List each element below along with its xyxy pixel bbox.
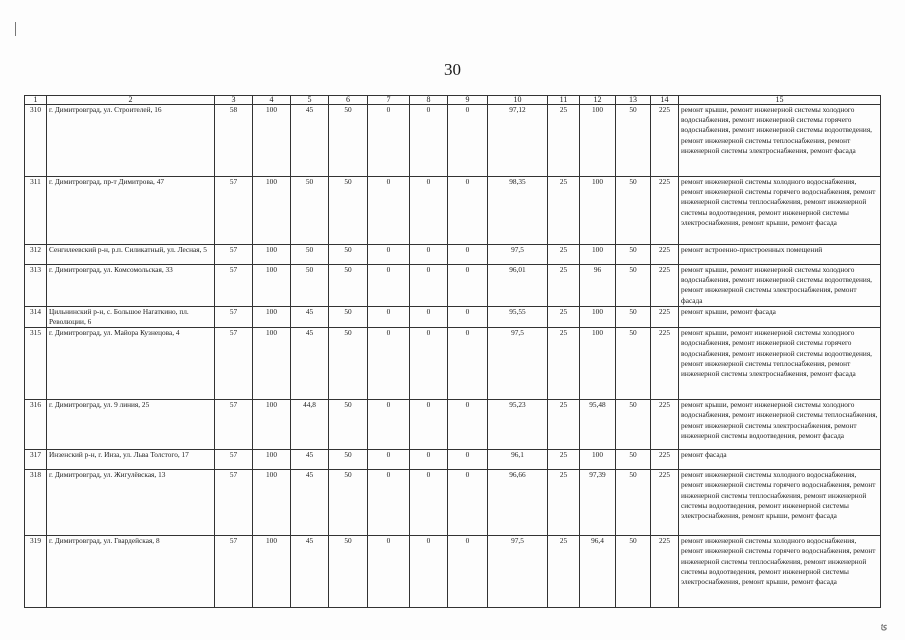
- cell-c10: 95,23: [488, 400, 548, 450]
- cell-c9: 0: [448, 450, 488, 470]
- column-header-7: 7: [368, 96, 410, 105]
- cell-c4: 100: [253, 536, 291, 608]
- cell-c5: 45: [291, 450, 329, 470]
- table-row: [25, 450, 881, 470]
- cell-address: Инзенский р-н, г. Инза, ул. Льва Толстого, 17: [47, 450, 215, 470]
- cell-n: 315: [25, 328, 47, 400]
- cell-address: г. Димитровград, ул. Гвардейская, 8: [47, 536, 215, 608]
- column-header-15: 15: [679, 96, 881, 105]
- cell-c10: 95,55: [488, 306, 548, 327]
- cell-c11: 25: [548, 105, 580, 177]
- cell-works: ремонт крыши, ремонт инженерной системы холодного водоснабжения, ремонт инженерной системы горячего водоснабжения, ремонт инженерной системы водоотведения, ремонт инженерной системы теплоснабжения, ремонт инженерной системы электроснабжения, ремонт фасада: [679, 328, 881, 400]
- column-header-10: 10: [488, 96, 548, 105]
- table-row: [25, 245, 881, 265]
- cell-c6: 50: [329, 265, 368, 307]
- cell-works: ремонт инженерной системы холодного водоснабжения, ремонт инженерной системы горячего водоснабжения, ремонт инженерной системы теплоснабжения, ремонт инженерной системы водоотведения, ремонт инженерной системы электроснабжения, ремонт крыши, ремонт фасада: [679, 536, 881, 608]
- cell-c12: 100: [580, 328, 616, 400]
- cell-c3: 58: [215, 105, 253, 177]
- cell-c12: 96,4: [580, 536, 616, 608]
- cell-c6: 50: [329, 328, 368, 400]
- cell-c7: 0: [368, 306, 410, 327]
- cell-c14: 225: [651, 450, 679, 470]
- cell-address: г. Димитровград, ул. Комсомольская, 33: [47, 265, 215, 307]
- column-header-14: 14: [651, 96, 679, 105]
- table-row: [25, 306, 881, 327]
- cell-c9: 0: [448, 536, 488, 608]
- cell-c3: 57: [215, 245, 253, 265]
- scan-corner-mark: ؿ: [881, 621, 887, 632]
- cell-c9: 0: [448, 306, 488, 327]
- cell-address: г. Димитровград, ул. Строителей, 16: [47, 105, 215, 177]
- cell-c8: 0: [410, 470, 448, 536]
- cell-c7: 0: [368, 265, 410, 307]
- cell-c5: 45: [291, 470, 329, 536]
- table-row: [25, 536, 881, 608]
- column-header-3: 3: [215, 96, 253, 105]
- cell-works: ремонт крыши, ремонт инженерной системы холодного водоснабжения, ремонт инженерной системы теплоснабжения, ремонт инженерной системы электроснабжения, ремонт инженерной системы водоотведения, ремонт фасада: [679, 400, 881, 450]
- cell-c3: 57: [215, 536, 253, 608]
- cell-c5: 45: [291, 306, 329, 327]
- cell-c4: 100: [253, 245, 291, 265]
- cell-c13: 50: [616, 265, 651, 307]
- cell-c12: 100: [580, 105, 616, 177]
- cell-c11: 25: [548, 265, 580, 307]
- cell-works: ремонт крыши, ремонт инженерной системы холодного водоснабжения, ремонт инженерной системы горячего водоснабжения, ремонт инженерной системы водоотведения, ремонт инженерной системы теплоснабжения, ремонт инженерной системы электроснабжения, ремонт фасада: [679, 105, 881, 177]
- cell-address: г. Димитровград, пр-т Димитрова, 47: [47, 177, 215, 245]
- column-header-13: 13: [616, 96, 651, 105]
- cell-n: 313: [25, 265, 47, 307]
- column-header-1: 1: [25, 96, 47, 105]
- table-row: [25, 265, 881, 307]
- cell-c8: 0: [410, 328, 448, 400]
- cell-c5: 45: [291, 328, 329, 400]
- cell-c13: 50: [616, 245, 651, 265]
- cell-n: 318: [25, 470, 47, 536]
- cell-c14: 225: [651, 177, 679, 245]
- cell-c14: 225: [651, 328, 679, 400]
- table-row: [25, 105, 881, 177]
- cell-c11: 25: [548, 450, 580, 470]
- cell-c3: 57: [215, 177, 253, 245]
- table-body: [25, 105, 881, 608]
- cell-c13: 50: [616, 105, 651, 177]
- cell-c12: 100: [580, 306, 616, 327]
- cell-c4: 100: [253, 177, 291, 245]
- table-header: [25, 96, 881, 105]
- cell-c14: 225: [651, 306, 679, 327]
- column-header-2: 2: [47, 96, 215, 105]
- table-row: [25, 400, 881, 450]
- cell-c12: 95,48: [580, 400, 616, 450]
- cell-c9: 0: [448, 177, 488, 245]
- cell-c7: 0: [368, 105, 410, 177]
- cell-c9: 0: [448, 400, 488, 450]
- cell-c6: 50: [329, 536, 368, 608]
- cell-c6: 50: [329, 245, 368, 265]
- cell-c14: 225: [651, 536, 679, 608]
- cell-c3: 57: [215, 470, 253, 536]
- cell-works: ремонт крыши, ремонт фасада: [679, 306, 881, 327]
- cell-c10: 96,1: [488, 450, 548, 470]
- cell-c6: 50: [329, 105, 368, 177]
- cell-c5: 50: [291, 265, 329, 307]
- table-row: [25, 470, 881, 536]
- column-header-8: 8: [410, 96, 448, 105]
- cell-n: 310: [25, 105, 47, 177]
- cell-c12: 97,39: [580, 470, 616, 536]
- cell-c10: 97,5: [488, 245, 548, 265]
- page-number: 30: [444, 60, 461, 79]
- cell-c9: 0: [448, 328, 488, 400]
- cell-c6: 50: [329, 450, 368, 470]
- cell-c13: 50: [616, 328, 651, 400]
- cell-c8: 0: [410, 450, 448, 470]
- cell-c11: 25: [548, 245, 580, 265]
- cell-c4: 100: [253, 470, 291, 536]
- cell-c7: 0: [368, 450, 410, 470]
- cell-c11: 25: [548, 400, 580, 450]
- cell-c3: 57: [215, 400, 253, 450]
- cell-c7: 0: [368, 470, 410, 536]
- header-row: [25, 96, 881, 105]
- column-header-9: 9: [448, 96, 488, 105]
- cell-c9: 0: [448, 470, 488, 536]
- column-header-4: 4: [253, 96, 291, 105]
- cell-c6: 50: [329, 177, 368, 245]
- cell-c13: 50: [616, 306, 651, 327]
- cell-c5: 50: [291, 245, 329, 265]
- cell-c13: 50: [616, 536, 651, 608]
- cell-works: ремонт инженерной системы холодного водоснабжения, ремонт инженерной системы горячего водоснабжения, ремонт инженерной системы теплоснабжения, ремонт инженерной системы водоотведения, ремонт инженерной системы электроснабжения, ремонт крыши, ремонт фасада: [679, 177, 881, 245]
- column-header-11: 11: [548, 96, 580, 105]
- cell-c10: 96,66: [488, 470, 548, 536]
- table-row: [25, 177, 881, 245]
- cell-n: 316: [25, 400, 47, 450]
- cell-c3: 57: [215, 328, 253, 400]
- cell-c8: 0: [410, 536, 448, 608]
- cell-c5: 45: [291, 536, 329, 608]
- cell-c8: 0: [410, 105, 448, 177]
- cell-address: Цильнинский р-н, с. Большое Нагаткино, пл. Революции, 6: [47, 306, 215, 327]
- cell-c5: 45: [291, 105, 329, 177]
- cell-c4: 100: [253, 306, 291, 327]
- cell-c4: 100: [253, 450, 291, 470]
- cell-n: 317: [25, 450, 47, 470]
- cell-c4: 100: [253, 265, 291, 307]
- cell-c7: 0: [368, 536, 410, 608]
- cell-c6: 50: [329, 306, 368, 327]
- cell-c6: 50: [329, 400, 368, 450]
- cell-c10: 97,12: [488, 105, 548, 177]
- cell-c8: 0: [410, 245, 448, 265]
- cell-c12: 100: [580, 177, 616, 245]
- cell-c9: 0: [448, 245, 488, 265]
- cell-c4: 100: [253, 328, 291, 400]
- cell-c14: 225: [651, 265, 679, 307]
- cell-c8: 0: [410, 177, 448, 245]
- cell-c13: 50: [616, 400, 651, 450]
- cell-c3: 57: [215, 450, 253, 470]
- cell-n: 312: [25, 245, 47, 265]
- cell-works: ремонт фасада: [679, 450, 881, 470]
- cell-c8: 0: [410, 400, 448, 450]
- column-header-6: 6: [329, 96, 368, 105]
- cell-n: 319: [25, 536, 47, 608]
- cell-c11: 25: [548, 306, 580, 327]
- cell-c14: 225: [651, 245, 679, 265]
- cell-c10: 98,35: [488, 177, 548, 245]
- cell-c5: 44,8: [291, 400, 329, 450]
- cell-c13: 50: [616, 177, 651, 245]
- cell-c3: 57: [215, 306, 253, 327]
- cell-address: г. Димитровград, ул. Майора Кузнецова, 4: [47, 328, 215, 400]
- cell-c9: 0: [448, 265, 488, 307]
- cell-c9: 0: [448, 105, 488, 177]
- cell-c7: 0: [368, 177, 410, 245]
- column-header-5: 5: [291, 96, 329, 105]
- cell-c11: 25: [548, 536, 580, 608]
- cell-c8: 0: [410, 306, 448, 327]
- cell-c14: 225: [651, 470, 679, 536]
- cell-c6: 50: [329, 470, 368, 536]
- cell-address: г. Димитровград, ул. 9 линия, 25: [47, 400, 215, 450]
- cell-c5: 50: [291, 177, 329, 245]
- cell-c12: 96: [580, 265, 616, 307]
- cell-c13: 50: [616, 470, 651, 536]
- cell-c3: 57: [215, 265, 253, 307]
- cell-c7: 0: [368, 328, 410, 400]
- cell-c10: 96,01: [488, 265, 548, 307]
- data-table: [24, 95, 881, 608]
- cell-c11: 25: [548, 328, 580, 400]
- cell-c14: 225: [651, 105, 679, 177]
- column-header-12: 12: [580, 96, 616, 105]
- cell-c7: 0: [368, 245, 410, 265]
- cell-n: 314: [25, 306, 47, 327]
- cell-c4: 100: [253, 400, 291, 450]
- cell-c12: 100: [580, 450, 616, 470]
- cell-c10: 97,5: [488, 536, 548, 608]
- scan-edge-mark: [15, 22, 16, 36]
- cell-c7: 0: [368, 400, 410, 450]
- cell-address: г. Димитровград, ул. Жигулёвская, 13: [47, 470, 215, 536]
- cell-c14: 225: [651, 400, 679, 450]
- cell-works: ремонт крыши, ремонт инженерной системы холодного водоснабжения, ремонт инженерной системы водоотведения, ремонт инженерной системы электроснабжения, ремонт фасада: [679, 265, 881, 307]
- table-row: [25, 328, 881, 400]
- cell-c10: 97,5: [488, 328, 548, 400]
- cell-address: Сенгилеевский р-н, р.п. Силикатный, ул. Лесная, 5: [47, 245, 215, 265]
- cell-works: ремонт встроенно-пристроенных помещений: [679, 245, 881, 265]
- cell-c11: 25: [548, 470, 580, 536]
- cell-works: ремонт инженерной системы холодного водоснабжения, ремонт инженерной системы горячего водоснабжения, ремонт инженерной системы теплоснабжения, ремонт инженерной системы водоотведения, ремонт инженерной системы электроснабжения, ремонт крыши, ремонт фасада: [679, 470, 881, 536]
- cell-n: 311: [25, 177, 47, 245]
- cell-c13: 50: [616, 450, 651, 470]
- cell-c8: 0: [410, 265, 448, 307]
- cell-c4: 100: [253, 105, 291, 177]
- cell-c12: 100: [580, 245, 616, 265]
- cell-c11: 25: [548, 177, 580, 245]
